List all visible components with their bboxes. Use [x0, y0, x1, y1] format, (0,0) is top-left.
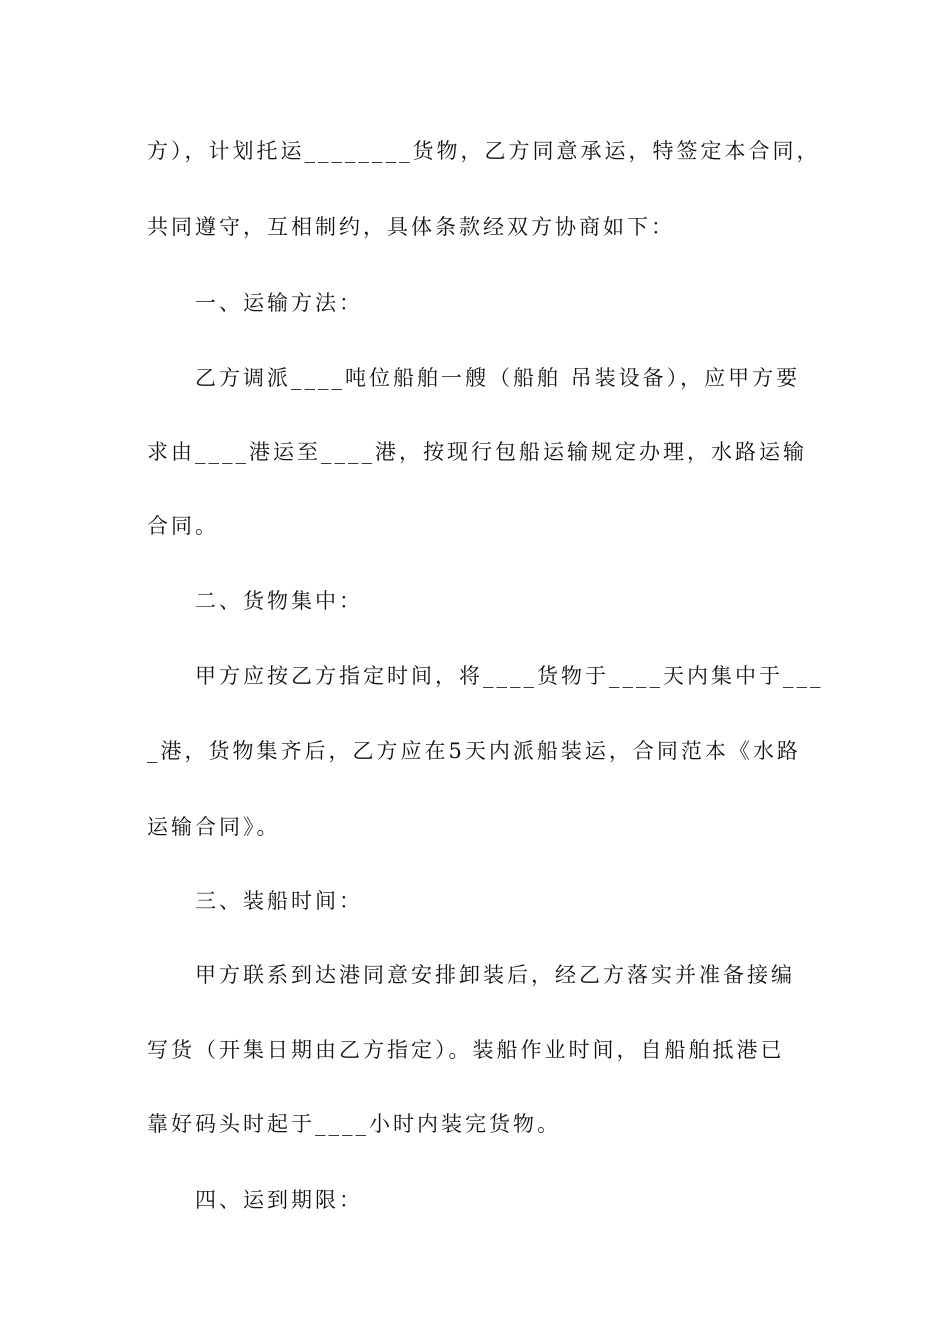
- text-line-5: 合同。: [147, 514, 219, 538]
- section-heading-3: 三、装船时间：: [195, 889, 363, 913]
- text-line-2: 共同遵守，互相制约，具体条款经双方协商如下：: [147, 215, 675, 239]
- text-line-3: 乙方调派____吨位船舶一艘（船舶 吊装设备），应甲方要: [195, 366, 801, 390]
- text-line-1: 方），计划托运________货物，乙方同意承运，特签定本合同，: [147, 139, 821, 163]
- text-line-10: 写货（开集日期由乙方指定）。装船作业时间，自船舶抵港已: [147, 1038, 785, 1062]
- text-line-4: 求由____港运至____港，按现行包船运输规定办理，水路运输: [147, 440, 807, 464]
- section-heading-1: 一、运输方法：: [195, 291, 363, 315]
- section-heading-4: 四、运到期限：: [195, 1188, 363, 1212]
- text-line-8: 运输合同》。: [147, 815, 281, 839]
- text-line-9: 甲方联系到达港同意安排卸装后，经乙方落实并准备接编: [195, 963, 795, 987]
- text-line-11: 靠好码头时起于____小时内装完货物。: [147, 1112, 561, 1136]
- text-line-6: 甲方应按乙方指定时间，将____货物于____天内集中于___: [195, 664, 824, 688]
- section-heading-2: 二、货物集中：: [195, 589, 363, 613]
- text-line-7: _港，货物集齐后，乙方应在5天内派船装运，合同范本《水路: [147, 739, 801, 763]
